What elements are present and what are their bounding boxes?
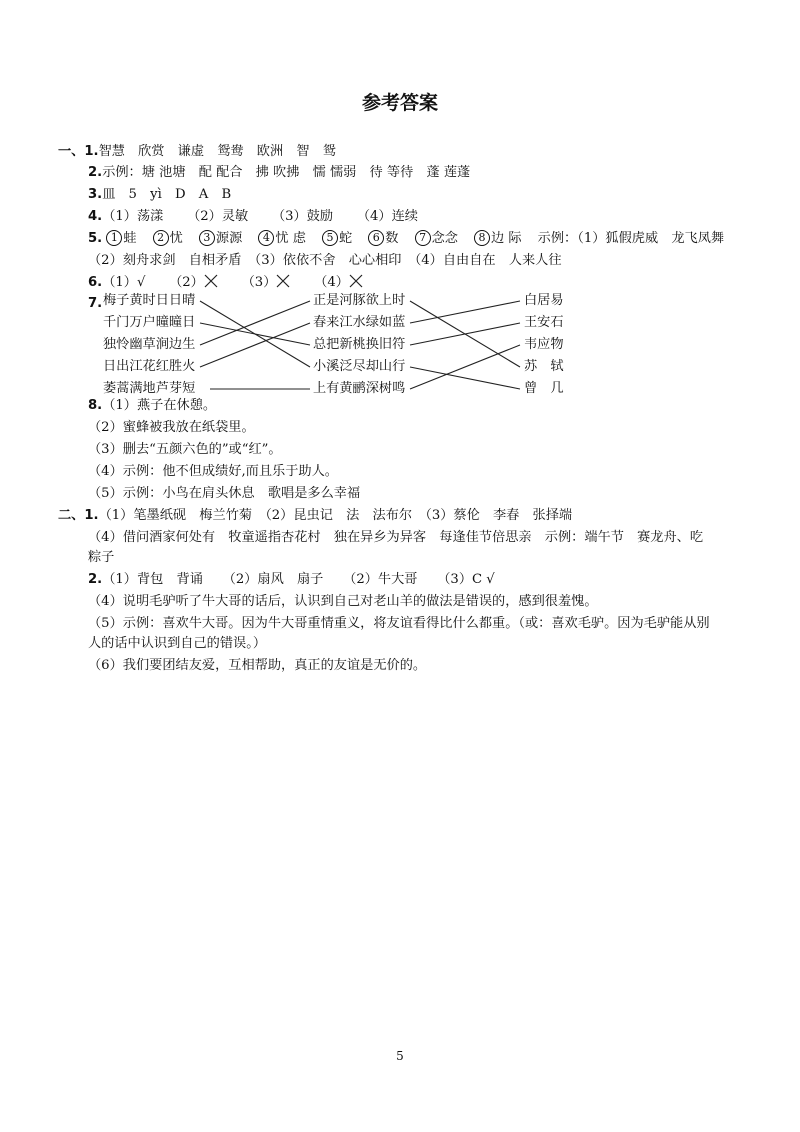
answer-part: （4）连续 [356,209,418,224]
question-number: 2. [88,572,103,587]
answer-part: 念念 [431,231,458,246]
question-number: 5. [88,231,103,246]
answer-part: （3） [241,275,277,290]
circled-number: 3 [199,230,215,246]
answer-2-2-5-cont [88,635,266,653]
answer-text: （6）我们要团结友爱，互相帮助，真正的友谊是无价的。 [88,658,427,673]
answer-1-8 [88,397,216,415]
answer-text: （4）示例：他不但成绩好,而且乐于助人。 [88,464,338,479]
answer-text: （1）背包 背诵 （2）扇风 扇子 （2）牛大哥 （3）C √ [102,572,495,587]
question-number: 一、1. [58,144,99,159]
answer-text: （1）笔墨纸砚 梅兰竹菊 （2）昆虫记 法 法布尔 （3）蔡伦 李春 张择端 [98,508,573,523]
answer-text: （2）蜜蜂被我放在纸袋里。 [88,420,255,435]
page-title: 参考答案 [361,92,438,114]
answer-text: （5）示例：喜欢牛大哥。因为牛大哥重情重义，将友谊看得比什么都重。（或：喜欢毛驴。因为毛驴能从别 [88,616,710,631]
answer-part: 边 际 [491,231,522,246]
question-number: 4. [88,209,103,224]
answer-part: （2） [169,275,204,290]
answer-text: 皿 5 yì D A B [102,187,232,202]
answer-2-1-4 [88,529,703,547]
circled-number: 2 [153,230,169,246]
circled-number: 7 [415,230,431,246]
answer-part: 示例：（1）狐假虎威 龙飞凤舞 [537,231,725,246]
circled-number: 1 [106,230,122,246]
circled-number: 5 [322,230,338,246]
left-poem-line: 梅子黄时日日晴 [103,293,196,308]
answer-1-8-3 [88,441,282,459]
answer-text: （3）删去“五颜六色的”或“红”。 [88,442,282,457]
answer-text: （2）刻舟求剑 自相矛盾 （3）依依不舍 心心相印 （4）自由自在 人来人往 [88,253,562,268]
answer-1-8-2 [88,419,255,437]
answer-2-2-4 [88,593,598,611]
middle-poem-line: 总把新桃换旧符 [313,337,406,352]
answer-part: 源源 [215,231,243,246]
match-line [410,301,520,323]
middle-poem-line: 春来江水绿如蓝 [313,315,406,330]
poet-name: 王安石 [524,315,564,330]
poet-name: 白居易 [524,293,564,308]
answer-text: （4）借问酒家何处有 牧童遥指杏花村 独在异乡为异客 每逢佳节倍思亲 示例：端午节 赛龙舟、吃 [88,530,704,545]
answer-text: 智慧 欣赏 谦虚 鸳鸯 欧洲 智 鸳 [98,144,336,159]
middle-poem-line: 小溪泛尽却山行 [313,359,406,374]
match-line [410,345,520,389]
question-number: 二、1. [58,508,99,523]
left-poem-line: 日出江花红胜火 [103,359,196,374]
answer-1-8-5 [88,485,360,503]
circled-number: 8 [474,230,490,246]
answer-part: 蛙 [123,231,137,246]
answer-2-1-4-cont [88,549,114,567]
answer-text: （1）燕子在休憩。 [102,398,217,413]
answer-text: （5）示例：小鸟在肩头休息 歌唱是多么幸福 [88,486,361,501]
middle-poem-line: 正是河豚欲上时 [313,293,406,308]
answer-part: （1）√ [102,275,146,290]
question-number: 3. [88,187,103,202]
poet-name: 曾 几 [524,381,564,396]
middle-poem-line: 上有黄鹂深树鸣 [313,381,406,396]
left-poem-line: 独怜幽草涧边生 [103,337,196,352]
answer-part: （1）荡漾 [102,209,164,224]
answer-part: （2）灵敏 [187,209,249,224]
question-number: 8. [88,398,103,413]
answer-part: （3）鼓励 [271,209,334,224]
left-poem-line: 萎蒿满地芦芽短 [103,381,196,396]
question-number: 6. [88,275,103,290]
question-number: 2. [88,165,103,180]
match-line [200,301,310,345]
answer-1-8-4 [88,463,338,481]
match-line [200,323,310,345]
answer-text: （4）说明毛驴听了牛大哥的话后，认识到自己对老山羊的做法是错误的，感到很羞愧。 [88,594,598,609]
answer-part: 忧 [169,231,183,246]
answer-part: 数 [385,231,399,246]
answer-text: 示例：塘 池塘 配 配合 拂 吹拂 懦 懦弱 待 等待 蓬 莲蓬 [102,165,471,180]
answer-text: 粽子 [88,550,115,565]
answer-text: 人的话中认识到自己的错误。） [88,636,267,651]
question-number: 7. [88,296,103,311]
poet-name: 韦应物 [524,337,564,352]
answer-part: （4） [314,275,349,290]
left-poem-line: 千门万户曈曈日 [103,315,196,330]
answer-2-2-5 [88,615,710,633]
match-line [410,323,520,345]
answer-2-1 [58,507,572,525]
answer-2-2-6 [88,657,426,675]
answer-part: 忧 虑 [275,231,306,246]
page-number: 5 [396,1049,404,1063]
match-line [410,367,520,389]
match-line [200,323,310,367]
answer-part: 蛇 [339,231,353,246]
answer-2-2 [88,571,495,589]
circled-number: 6 [368,230,384,246]
poet-name: 苏 轼 [524,359,564,374]
circled-number: 4 [258,230,274,246]
